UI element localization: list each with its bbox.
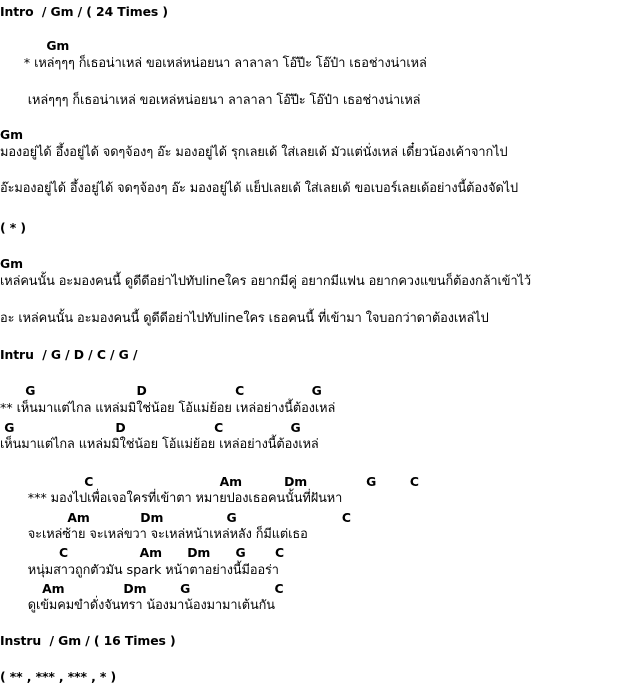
chord-line: C Am Dm G C	[0, 545, 285, 560]
chord-line: Am Dm G C	[0, 510, 351, 525]
repeat-marker: ( ** , *** , *** , * )	[0, 669, 117, 684]
intru-header: Intru / G / D / C / G /	[0, 347, 138, 362]
instru-header: Instru / Gm / ( 16 Times )	[0, 633, 176, 648]
chord-line: Gm	[0, 127, 23, 142]
lyric-line: จะเหล่ซ้าย จะเหล่ขวา จะเหล่หน้าเหล่หลัง ก็มีแต่เธอ	[0, 527, 308, 542]
lyric-line: *** มองไปเพื่อเจอใครที่เข้าตา หมายปองเธอคนนั้นที่ฝันหา	[0, 491, 343, 506]
lyric-line: ** เห็นมาแต่ไกล แหล่มมิใช่น้อย โอ้แม่ย้อย เหล่อย่างนี้ต้องเหล่	[0, 401, 336, 416]
lyric-line: เหล่ๆๆๆ ก็เธอน่าเหล่ ขอเหล่หน่อยนา ลาลาลา โอ๊ปีะ โอ๊ป๋า เธอช่างน่าเหล่	[0, 93, 421, 108]
lyric-line: เห็นมาแต่ไกล แหล่มมิใช่น้อย โอ้แม่ย้อย เหล่อย่างนี้ต้องเหล่	[0, 437, 319, 452]
intro-header: Intro / Gm / ( 24 Times )	[0, 4, 168, 19]
lyric-line: ดูเข้มคมขำดั่งจันทรา น้องมาน้องมามาเต้นกัน	[0, 598, 275, 613]
chord-line: G D C G	[0, 420, 301, 435]
chord-line: C Am Dm G C	[0, 474, 419, 489]
lyric-line: อะ เหล่คนนั้น อะมองคนนี้ ดูดีดีอย่าไปทับlineใคร เธอคนนี้ ที่เข้ามา ใจบอกว่าดาต้องเหล่ไป	[0, 311, 489, 326]
chord-line: G D C G	[0, 383, 322, 398]
repeat-marker: ( * )	[0, 220, 26, 235]
lyric-line: อ๊ะมองอยู่ได้ อึ้งอยู่ได้ จดๆจ้องๆ อ๊ะ มองอยู่ได้ แย็ปเลยเด้ ใส่เลยเด้ ขอเบอร์เลยเด้อย่างนี้ต้องจัดไป	[0, 181, 519, 196]
lyric-line: มองอยู่ได้ อึ้งอยู่ได้ จดๆจ้องๆ อ๊ะ มองอยู่ได้ รุกเลยเด้ ใส่เลยเด้ มัวแต่นั่งเหล่ เดี๋ยวน้องเค้าจากไป	[0, 145, 508, 160]
lyric-line: * เหล่ๆๆๆ ก็เธอน่าเหล่ ขอเหล่หน่อยนา ลาลาลา โอ๊ปีะ โอ๊ป๋า เธอช่างน่าเหล่	[0, 56, 427, 71]
chord-line: Gm	[0, 256, 23, 271]
chord-line: Gm	[0, 38, 70, 53]
lyric-line: หนุ่มสาวถูกตัวมัน spark หน้าตาอย่างนี้มีออร่า	[0, 563, 279, 578]
lyric-line: เหล่คนนั้น อะมองคนนี้ ดูดีดีอย่าไปทับlineใคร อยากมีคู่ อยากมีแฟน อยากควงแขนก็ต้องกล้าเข้าไว้	[0, 274, 531, 289]
chord-line: Am Dm G C	[0, 581, 284, 596]
